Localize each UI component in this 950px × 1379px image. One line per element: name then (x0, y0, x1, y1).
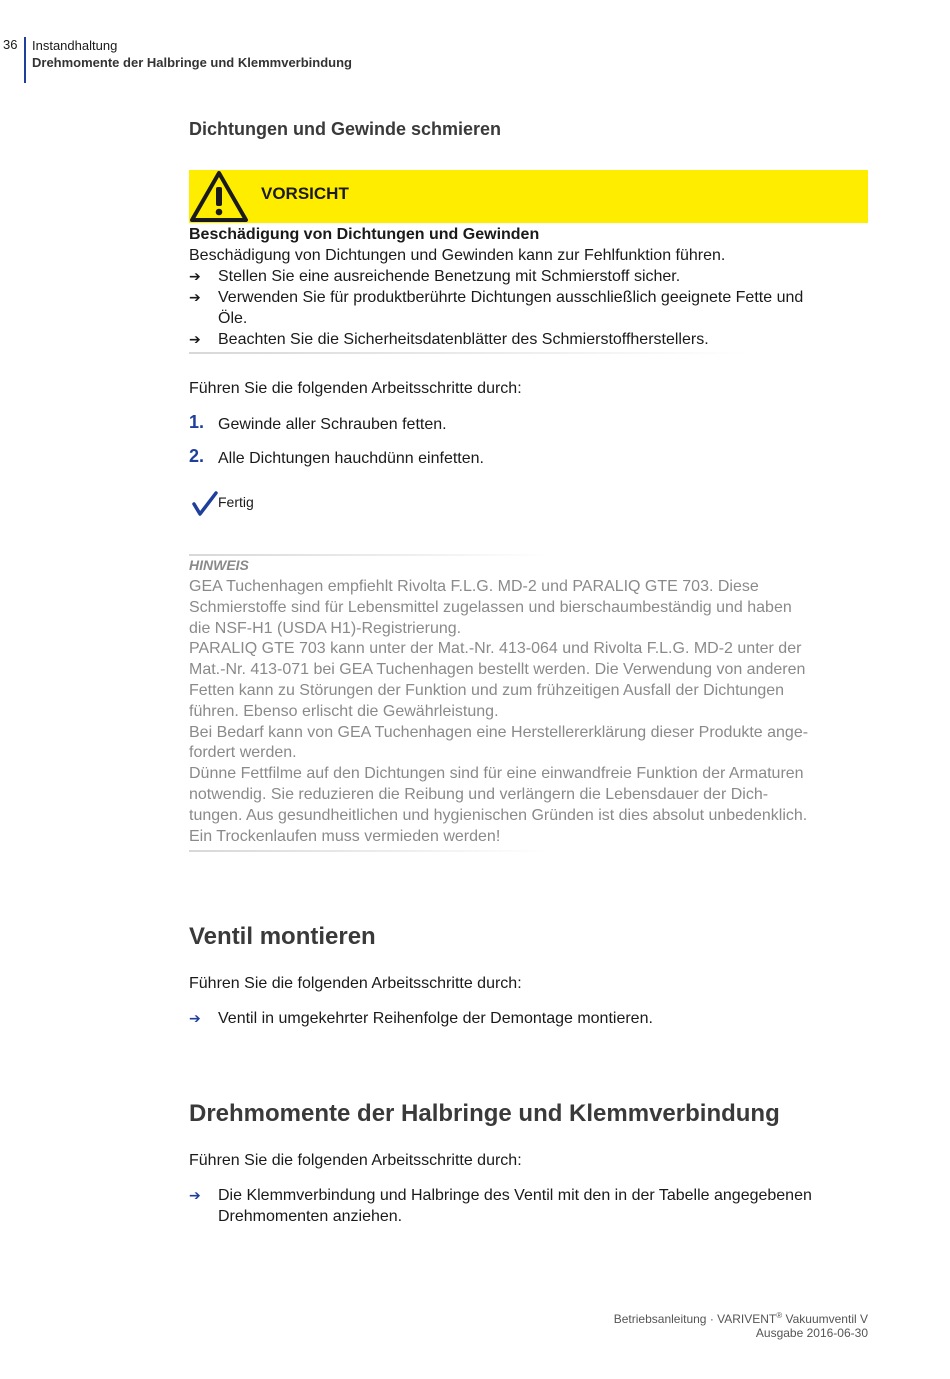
mount-item-text: Ventil in umgekehrter Reihenfolge der Demontage montieren. (218, 1010, 653, 1027)
note-top-divider (189, 554, 549, 556)
header-section: Instandhaltung (32, 38, 118, 53)
note-line: Dünne Fettfilme auf den Dichtungen sind für eine einwandfreie Funktion der Armaturen (189, 765, 804, 783)
footer-document (614, 1311, 868, 1326)
footer-edition: Ausgabe 2016-06-30 (755, 1326, 868, 1340)
steps-intro: Führen Sie die folgenden Arbeitsschritte durch: (189, 380, 522, 397)
lubricate-heading: Dichtungen und Gewinde schmieren (189, 119, 502, 139)
step-number: 2. (189, 446, 205, 466)
note-bottom-divider (189, 850, 549, 852)
note-line: Mat.-Nr. 413-071 bei GEA Tuchenhagen bestellt werden. Die Verwendung von anderen (189, 661, 806, 679)
note-line: die NSF-H1 (USDA H1)-Registrierung. (189, 619, 462, 637)
note-body (189, 577, 869, 847)
caution-description: Beschädigung von Dichtungen und Gewinden kann zur Fehlfunktion führen. (189, 247, 726, 264)
step-number: 1. (189, 412, 205, 432)
note-line: tungen. Aus gesundheitlichen und hygienischen Gründen ist dies absolut unbedenklich. (189, 806, 808, 824)
done-label: Fertig (218, 494, 254, 510)
header-subsection: Drehmomente der Halbringe und Klemmverbindung (32, 55, 352, 70)
torque-item-text-cont: Drehmomenten anziehen. (218, 1208, 403, 1225)
caution-list-item (189, 287, 201, 308)
note-line: fordert werden. (189, 744, 297, 762)
caution-divider (189, 352, 749, 354)
footer-product: Vakuumventil V (782, 1312, 868, 1326)
page-number: 36 (3, 37, 18, 52)
note-line: führen. Ebenso erlischt die Gewährleistung. (189, 702, 499, 720)
caution-label: VORSICHT (261, 184, 349, 203)
note-line: PARALIQ GTE 703 kann unter der Mat.-Nr. 413-064 und Rivolta F.L.G. MD-2 unter der (189, 640, 802, 658)
mount-intro: Führen Sie die folgenden Arbeitsschritte durch: (189, 975, 522, 992)
note-line: Ein Trockenlaufen muss vermieden werden! (189, 827, 501, 845)
note-line: Fetten kann zu Störungen der Funktion und zum frühzeitigen Ausfall der Dichtungen (189, 681, 785, 699)
caution-item-text: Verwenden Sie für produktberührte Dichtungen ausschließlich geeignete Fette und (218, 289, 804, 306)
torque-list-item (189, 1185, 201, 1206)
step-text: Gewinde aller Schrauben fetten. (218, 416, 447, 433)
torque-intro: Führen Sie die folgenden Arbeitsschritte durch: (189, 1152, 522, 1169)
note-line: GEA Tuchenhagen empfiehlt Rivolta F.L.G. MD-2 und PARALIQ GTE 703. Diese (189, 578, 759, 595)
note-title: HINWEIS (189, 557, 249, 573)
note-line: notwendig. Sie reduzieren die Reibung und verlängern die Lebensdauer der Dich- (189, 785, 769, 803)
header-divider (24, 37, 26, 83)
caution-title: Beschädigung von Dichtungen und Gewinden (189, 226, 540, 243)
caution-item-text: Beachten Sie die Sicherheitsdatenblätter des Schmierstoffherstellers. (218, 331, 709, 348)
caution-item-text: Stellen Sie eine ausreichende Benetzung mit Schmierstoff sicher. (218, 268, 681, 285)
caution-item-text-cont: Öle. (218, 310, 248, 327)
arrow-right-icon: ➔ (189, 1187, 201, 1203)
step-text: Alle Dichtungen hauchdünn einfetten. (218, 450, 484, 467)
arrow-right-icon: ➔ (189, 289, 201, 305)
torque-heading: Drehmomente der Halbringe und Klemmverbindung (189, 1100, 780, 1127)
caution-list-item (189, 329, 201, 350)
warning-icon (189, 170, 249, 223)
footer-doc-title: Betriebsanleitung · VARIVENT (613, 1312, 777, 1326)
caution-list-item (189, 266, 201, 287)
arrow-right-icon: ➔ (189, 1010, 201, 1026)
arrow-right-icon: ➔ (189, 331, 201, 347)
registered-mark: ® (776, 1311, 783, 1320)
caution-banner (189, 170, 868, 223)
mount-list-item (189, 1008, 201, 1029)
note-line: Bei Bedarf kann von GEA Tuchenhagen eine Herstellererklärung dieser Produkte ange- (189, 723, 809, 741)
note-line: Schmierstoffe sind für Lebensmittel zugelassen und bierschaumbeständig und haben (189, 598, 792, 616)
mount-heading: Ventil montieren (189, 923, 376, 950)
torque-item-text: Die Klemmverbindung und Halbringe des Ventil mit den in der Tabelle angegebenen (218, 1187, 812, 1204)
checkmark-icon (192, 491, 218, 517)
arrow-right-icon: ➔ (189, 268, 201, 284)
